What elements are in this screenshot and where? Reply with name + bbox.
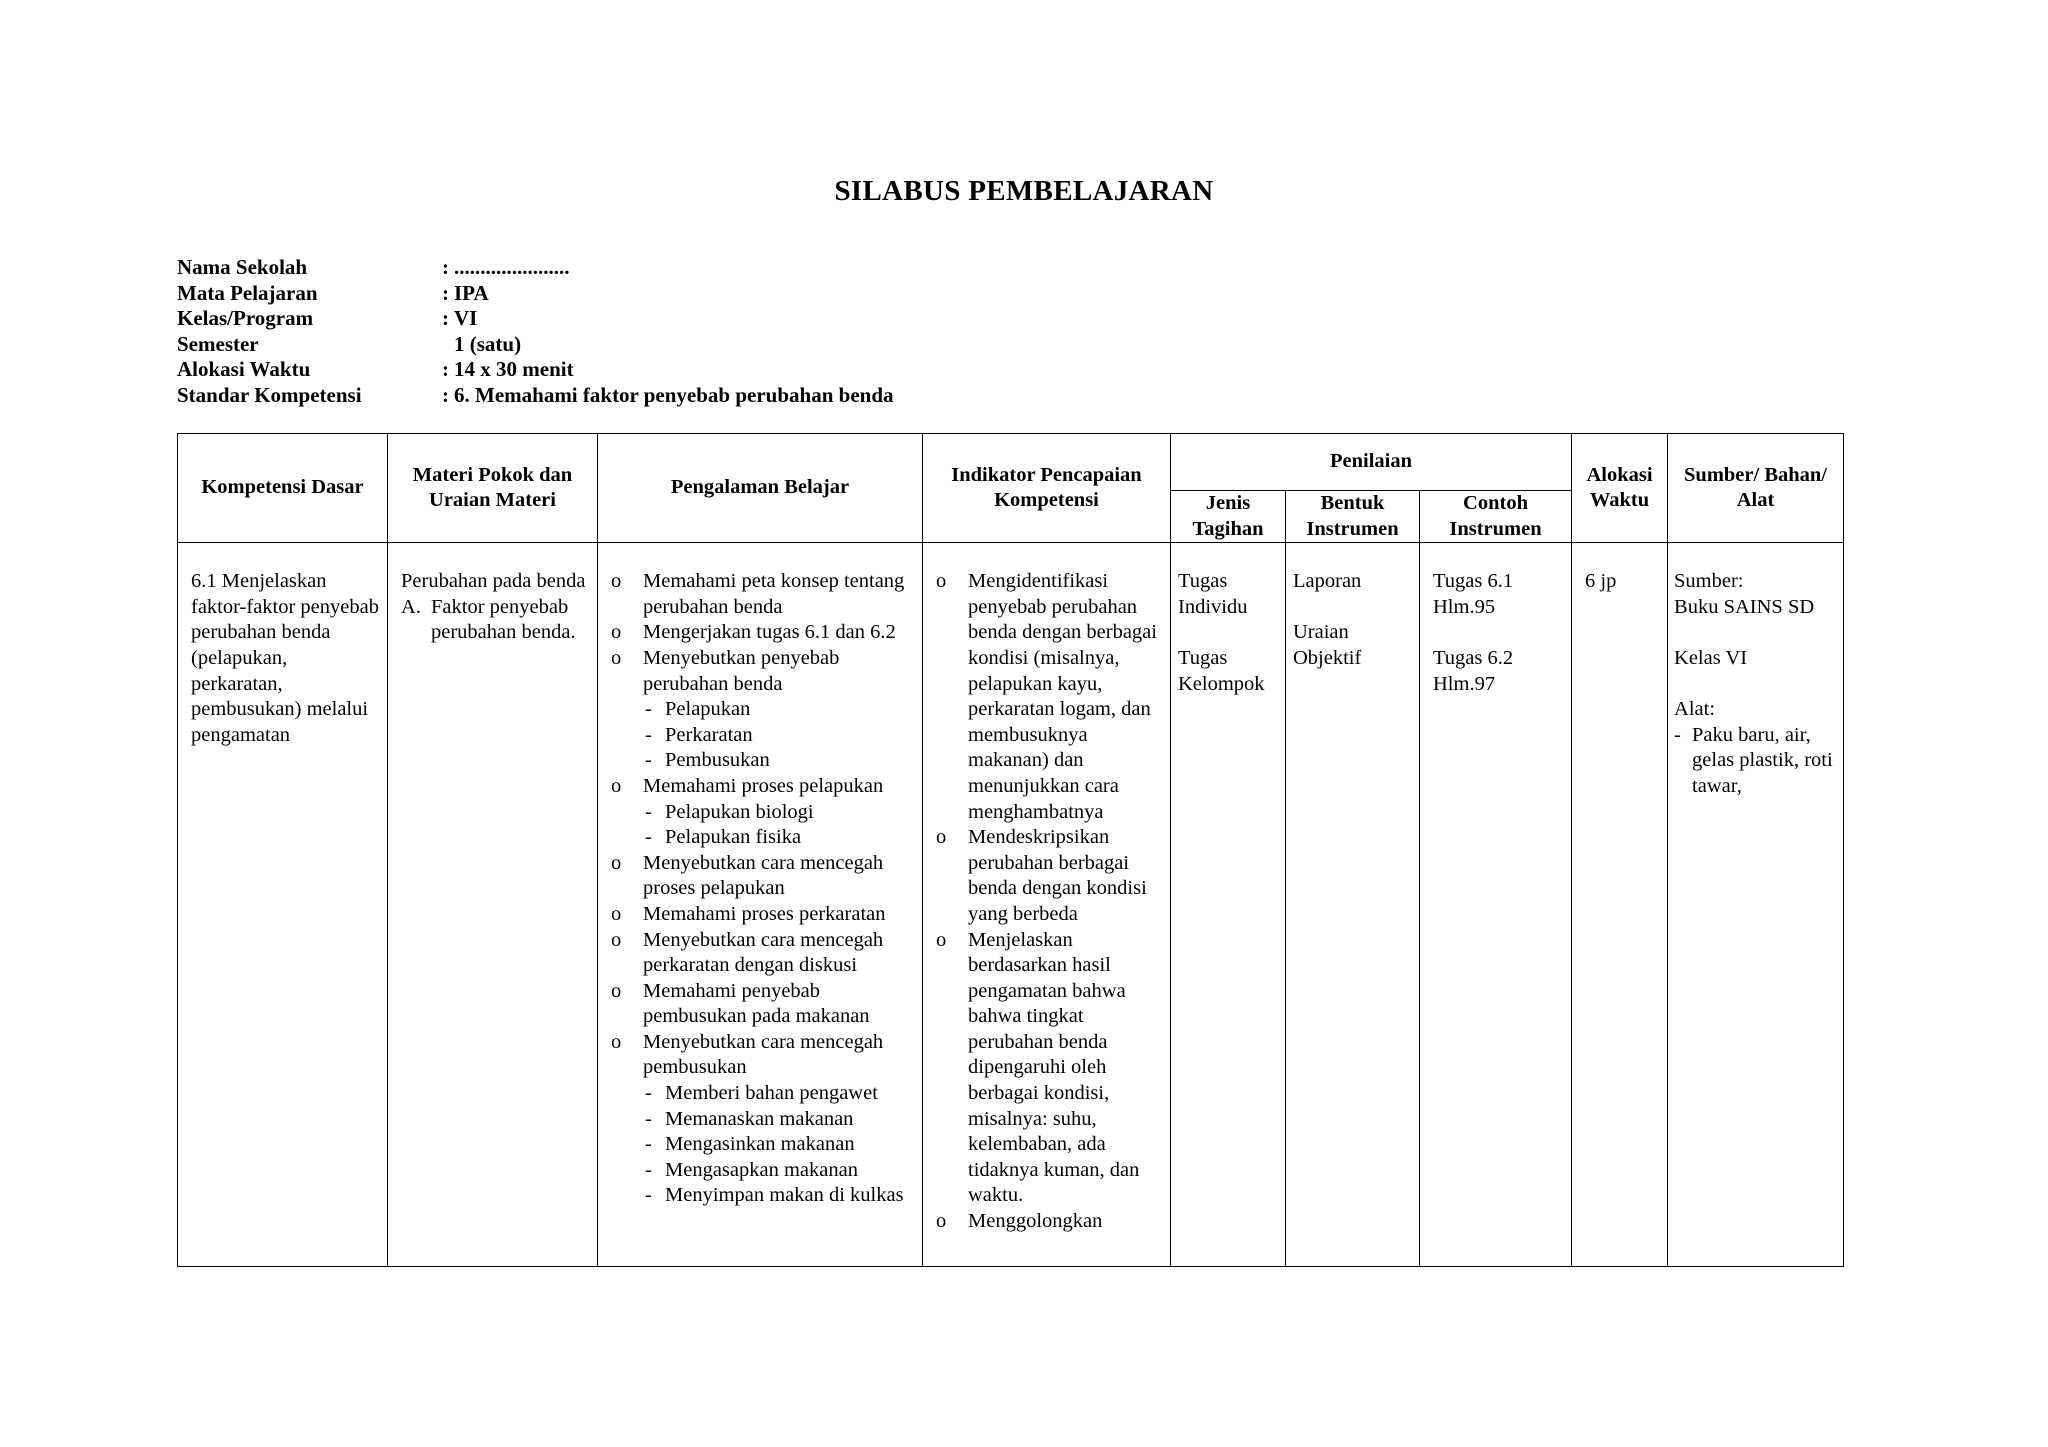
sub-list-item: - Memberi bahan pengawet	[643, 1081, 914, 1107]
list-item	[611, 851, 914, 902]
sub-list-item: - Mengasapkan makanan	[643, 1158, 914, 1184]
sub-list	[643, 697, 914, 774]
meta-value: 14 x 30 menit	[454, 357, 574, 381]
header-penilaian: Penilaian	[1171, 434, 1572, 491]
meta-value: IPA	[454, 280, 489, 305]
cell-materi	[388, 543, 598, 1267]
meta-label: Standar Kompetensi	[177, 382, 362, 407]
sumber-kelas: Kelas VI	[1674, 646, 1748, 669]
sub-list	[643, 1081, 914, 1209]
header-alokasi: Alokasi Waktu	[1572, 434, 1668, 543]
list-item-text: Mengerjakan tugas 6.1 dan 6.2	[643, 621, 896, 644]
syllabus-table	[177, 433, 1844, 1267]
meta-label: Nama Sekolah	[177, 255, 308, 279]
list-item: o Menggolongkan	[936, 1209, 1162, 1235]
list-item	[611, 620, 914, 646]
contoh-item: Tugas 6.2 Hlm.97	[1433, 646, 1514, 695]
list-item	[611, 646, 914, 774]
alokasi-value: 6 jp	[1585, 570, 1617, 593]
list-item: o Menjelaskan berdasarkan hasil pengamatan bahwa bahwa tingkat perubahan benda dipengaruhi oleh berbagai kondisi, misalnya: suhu, kelembaban, ada tidaknya kuman, dan waktu.	[936, 928, 1162, 1210]
list-item: o Mendeskripsikan perubahan berbagai benda dengan kondisi yang berbeda	[936, 825, 1162, 927]
list-item	[611, 902, 914, 928]
meta-separator: :	[442, 280, 449, 305]
bentuk-item: Laporan	[1293, 570, 1362, 593]
meta-separator: :	[442, 306, 449, 330]
header-contoh-instrumen: Contoh Instrumen	[1420, 491, 1572, 543]
meta-separator: :	[442, 255, 449, 279]
list-item-text: Memahami peta konsep tentang perubahan benda	[643, 570, 905, 618]
contoh-item: Tugas 6.1 Hlm.95	[1433, 570, 1514, 618]
list-item	[611, 569, 914, 620]
meta-label: Kelas/Program	[177, 306, 314, 330]
meta-row-school	[177, 255, 894, 281]
table-row	[178, 543, 1844, 1267]
indikator-list	[936, 569, 1162, 1234]
list-item-text: Menyebutkan cara mencegah perkaratan dengan diskusi	[643, 928, 884, 977]
list-item	[611, 774, 914, 851]
list-item-text: Memahami proses perkaratan	[643, 902, 886, 925]
header-pengalaman: Pengalaman Belajar	[598, 434, 923, 543]
header-indikator: Indikator Pencapaian Kompetensi	[923, 434, 1171, 543]
list-item	[611, 928, 914, 979]
cell-alokasi	[1572, 543, 1668, 1267]
header-jenis-tagihan: Jenis Tagihan	[1171, 491, 1286, 543]
meta-label: Alokasi Waktu	[177, 357, 311, 381]
sub-list-item: - Perkaratan	[643, 723, 914, 749]
sub-list	[643, 800, 914, 851]
list-item	[611, 979, 914, 1030]
materi-item-letter: A.	[401, 595, 421, 618]
meta-separator: :	[442, 357, 449, 381]
bentuk-item: Uraian Objektif	[1293, 621, 1362, 669]
meta-value: 6. Memahami faktor penyebab perubahan benda	[454, 382, 894, 407]
sub-list-item: - Pelapukan	[643, 697, 914, 723]
list-item-text: Menyebutkan cara mencegah pembusukan	[643, 1030, 884, 1079]
list-item	[611, 1030, 914, 1209]
meta-value: ......................	[454, 255, 570, 279]
header-bentuk-instrumen: Bentuk Instrumen	[1286, 491, 1420, 543]
sumber-book: Buku SAINS SD	[1674, 595, 1815, 618]
materi-intro: Perubahan pada benda	[401, 570, 586, 593]
meta-value: 1 (satu)	[454, 331, 522, 356]
header-sumber: Sumber/ Bahan/ Alat	[1668, 434, 1844, 543]
jenis-item: Tugas Individu	[1178, 570, 1248, 618]
meta-row-semester	[177, 332, 894, 358]
sub-list-item: - Pelapukan biologi	[643, 800, 914, 826]
meta-separator: :	[442, 382, 449, 407]
cell-indikator	[923, 543, 1171, 1267]
sumber-label: Sumber:	[1674, 570, 1744, 593]
alat-label: Alat:	[1674, 698, 1716, 721]
alat-list	[1674, 723, 1835, 800]
list-item-text: Menyebutkan penyebab perubahan benda	[643, 646, 840, 695]
meta-separator	[442, 332, 454, 358]
meta-label: Semester	[177, 331, 259, 356]
jenis-item: Tugas Kelompok	[1178, 646, 1265, 695]
sub-list-item: - Memanaskan makanan	[643, 1107, 914, 1133]
meta-row-subject	[177, 281, 894, 307]
list-item-text: Menyebutkan cara mencegah proses pelapukan	[643, 851, 884, 900]
meta-row-time-allocation	[177, 357, 894, 383]
cell-jenis-tagihan	[1171, 543, 1286, 1267]
meta-row-competency-standard	[177, 383, 894, 409]
sub-list-item: - Pembusukan	[643, 748, 914, 774]
sub-list-item: - Menyimpan makan di kulkas	[643, 1183, 914, 1209]
meta-label: Mata Pelajaran	[177, 280, 318, 305]
document-title: SILABUS PEMBELAJARAN	[834, 175, 1214, 207]
kompetensi-dasar-text: 6.1 Menjelaskan faktor-faktor penyebab perubahan benda (pelapukan, perkaratan, pembusukan) melalui pengamatan	[191, 570, 379, 746]
sub-list-item: - Mengasinkan makanan	[643, 1132, 914, 1158]
list-item-text: Memahami penyebab pembusukan pada makanan	[643, 979, 870, 1028]
cell-contoh-instrumen	[1420, 543, 1572, 1267]
materi-item-text: Faktor penyebab perubahan benda.	[431, 595, 576, 644]
header-materi: Materi Pokok dan Uraian Materi	[388, 434, 598, 543]
cell-pengalaman	[598, 543, 923, 1267]
cell-kompetensi-dasar	[178, 543, 388, 1267]
syllabus-meta	[177, 255, 894, 408]
meta-row-class	[177, 306, 894, 332]
alat-item: - Paku baru, air, gelas plastik, roti tawar,	[1674, 723, 1835, 800]
materi-item	[401, 595, 589, 646]
cell-sumber	[1668, 543, 1844, 1267]
list-item: o Mengidentifikasi penyebab perubahan benda dengan berbagai kondisi (misalnya, pelapukan kayu, perkaratan logam, dan membusuknya makanan) dan menunjukkan cara menghambatnya	[936, 569, 1162, 825]
sub-list-item: - Pelapukan fisika	[643, 825, 914, 851]
list-item-text: Memahami proses pelapukan	[643, 774, 884, 797]
cell-bentuk-instrumen	[1286, 543, 1420, 1267]
header-kompetensi-dasar: Kompetensi Dasar	[178, 434, 388, 543]
pengalaman-list	[611, 569, 914, 1209]
meta-value: VI	[454, 306, 478, 330]
